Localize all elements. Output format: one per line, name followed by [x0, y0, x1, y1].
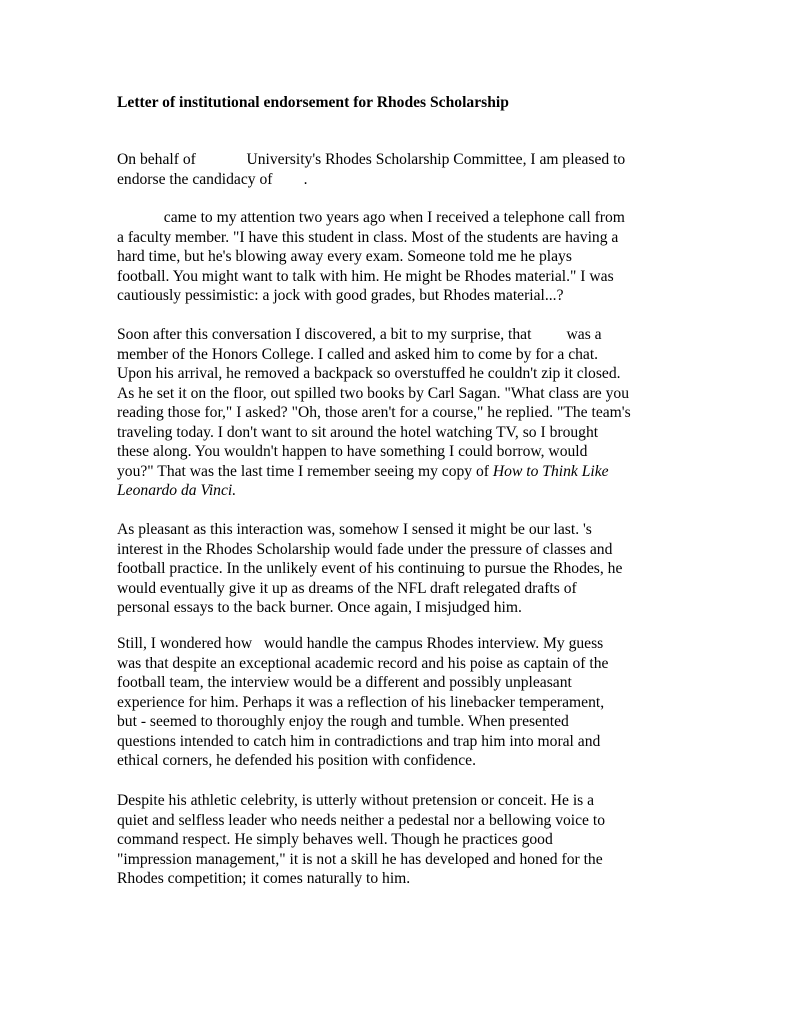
text-line: ethical corners, he defended his position with confidence. [117, 752, 476, 769]
text-line: Upon his arrival, he removed a backpack so overstuffed he couldn't zip it closed. [117, 365, 621, 382]
text-line: Rhodes competition; it comes naturally to him. [117, 870, 411, 887]
book-title-italic: Leonardo da Vinci. [117, 482, 237, 499]
text-line: On behalf of University's Rhodes Scholarship Committee, I am pleased to [117, 151, 626, 168]
text-line: "impression management," it is not a skill he has developed and honed for the [117, 850, 603, 868]
text-line: questions intended to catch him in contradictions and trap him into moral and [117, 732, 601, 750]
letter-title: Letter of institutional endorsement for Rhodes Scholarship [117, 94, 509, 111]
text-line: traveling today. I don't want to sit around the hotel watching TV, so I brought [117, 423, 599, 441]
text-line: came to my attention two years ago when I received a telephone call from [117, 209, 625, 226]
text-line: football. You might want to talk with him. He might be Rhodes material." I was [117, 267, 614, 285]
text-line [117, 462, 677, 482]
paragraph-misjudged [117, 520, 677, 618]
text-line: a faculty member. "I have this student in class. Most of the students are having a [117, 228, 619, 246]
text-segment: you?" That was the last time I remember seeing my copy of [117, 462, 493, 480]
paragraph-honors-college [117, 325, 677, 501]
text-line: member of the Honors College. I called and asked him to come by for a chat. [117, 345, 599, 363]
text-line: Soon after this conversation I discovered, a bit to my surprise, that was a [117, 326, 602, 343]
text-line: endorse the candidacy of . [117, 170, 308, 188]
text-line: football team, the interview would be a different and possibly unpleasant [117, 674, 572, 691]
text-line: cautiously pessimistic: a jock with good grades, but Rhodes material...? [117, 287, 564, 304]
paragraph-introduction [117, 208, 677, 306]
text-line: reading those for," I asked? "Oh, those aren't for a course," he replied. "The team's [117, 404, 631, 421]
text-line: quiet and selfless leader who needs neither a pedestal nor a bellowing voice to [117, 811, 606, 829]
paragraph-character [117, 791, 677, 889]
text-line: football practice. In the unlikely event of his continuing to pursue the Rhodes, he [117, 560, 623, 577]
text-line: Despite his athletic celebrity, is utterly without pretension or conceit. He is a [117, 792, 595, 809]
text-line: but - seemed to thoroughly enjoy the rough and tumble. When presented [117, 713, 569, 730]
book-title-italic: How to Think Like [492, 462, 609, 480]
paragraph-opening [117, 150, 677, 189]
text-line: would eventually give it up as dreams of the NFL draft relegated drafts of [117, 579, 577, 597]
text-line: hard time, but he's blowing away every exam. Someone told me he plays [117, 248, 572, 265]
text-line: was that despite an exceptional academic record and his poise as captain of the [117, 654, 609, 672]
text-line: experience for him. Perhaps it was a reflection of his linebacker temperament, [117, 693, 605, 711]
text-line: these along. You wouldn't happen to have something I could borrow, would [117, 443, 588, 460]
text-line: personal essays to the back burner. Once again, I misjudged him. [117, 599, 522, 616]
text-line: As he set it on the floor, out spilled two books by Carl Sagan. "What class are you [117, 384, 630, 402]
text-line: command respect. He simply behaves well. Though he practices good [117, 831, 553, 848]
text-line: Still, I wondered how would handle the campus Rhodes interview. My guess [117, 635, 604, 652]
paragraph-interview [117, 634, 677, 771]
text-line: interest in the Rhodes Scholarship would fade under the pressure of classes and [117, 540, 613, 558]
text-line: As pleasant as this interaction was, somehow I sensed it might be our last. 's [117, 521, 592, 538]
